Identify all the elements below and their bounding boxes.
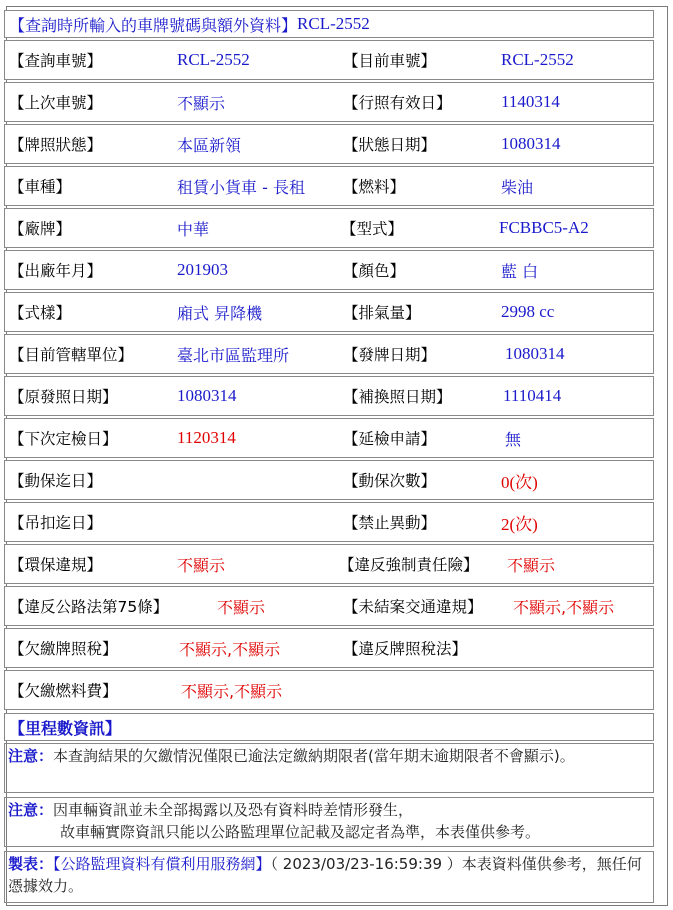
data-row <box>4 292 654 332</box>
field-value: 1080314 <box>505 344 565 363</box>
field-value: 1080314 <box>177 386 237 405</box>
field-label: 【廠牌】 <box>9 220 72 238</box>
field-value: RCL-2552 <box>177 50 250 69</box>
field-value: 臺北市區監理所 <box>177 345 290 365</box>
data-row <box>4 82 654 122</box>
data-row <box>4 586 654 626</box>
header-title <box>9 11 370 37</box>
field-label: 【欠繳燃料費】 <box>9 682 118 700</box>
footer-label: 製表： <box>8 855 54 873</box>
field-value: 柴油 <box>501 177 534 197</box>
field-label: 【查詢車號】 <box>9 52 103 70</box>
field-value: 本區新領 <box>177 135 242 155</box>
note-line1: 因車輛資訊並未全部揭露以及恐有資料時差情形發生， <box>53 801 414 819</box>
data-row <box>4 670 654 710</box>
field-label: 【吊扣迄日】 <box>9 514 103 532</box>
field-label: 【狀態日期】 <box>343 136 437 154</box>
field-value: 租賃小貨車 - 長租 <box>177 177 305 197</box>
field-label: 【目前車號】 <box>343 52 437 70</box>
note-label: 注意： <box>8 801 54 819</box>
field-value: 不顯示 <box>177 93 226 113</box>
field-label: 【未結案交通違規】 <box>343 598 483 616</box>
data-row <box>4 124 654 164</box>
field-label: 【牌照狀態】 <box>9 136 103 154</box>
field-value: 無 <box>505 429 522 449</box>
field-value: 藍 白 <box>501 261 539 281</box>
field-value: 不顯示,不顯示 <box>179 639 281 659</box>
field-value: 不顯示 <box>217 597 266 617</box>
note-text: 本查詢結果的欠繳情況僅限已逾法定繳納期限者(當年期末逾期限者不會顯示)。 <box>53 747 575 765</box>
field-label: 【延檢申請】 <box>343 430 437 448</box>
field-value: 不顯示,不顯示 <box>513 597 615 617</box>
field-value: 0(次) <box>501 472 538 492</box>
field-label: 【違反公路法第75條】 <box>9 598 169 616</box>
footer-source: 【公路監理資料有償利用服務網】 <box>53 855 271 873</box>
field-label: 【顏色】 <box>343 262 406 280</box>
field-label: 【行照有效日】 <box>343 94 452 112</box>
note-disclaimer <box>4 797 654 847</box>
header-row <box>4 10 654 38</box>
field-value: 1110414 <box>503 386 562 405</box>
field-value: 1120314 <box>177 428 236 447</box>
field-label: 【原發照日期】 <box>9 388 118 406</box>
data-row <box>4 544 654 584</box>
field-value: 不顯示 <box>177 555 226 575</box>
field-label: 【違反強制責任險】 <box>339 556 479 574</box>
header-title-text: 【查詢時所輸入的車牌號碼與額外資料】 <box>9 15 298 35</box>
data-row <box>4 208 654 248</box>
field-label: 【型式】 <box>341 220 404 238</box>
field-value: 2998 cc <box>501 302 555 321</box>
data-row <box>4 418 654 458</box>
field-value: 廂式 昇降機 <box>177 303 263 323</box>
field-label: 【補換照日期】 <box>343 388 452 406</box>
data-row <box>4 502 654 542</box>
field-value: 201903 <box>177 260 228 279</box>
field-label: 【欠繳牌照稅】 <box>9 640 118 658</box>
field-label: 【動保次數】 <box>343 472 437 490</box>
field-value: RCL-2552 <box>501 50 574 69</box>
field-value: FCBBC5-A2 <box>499 218 589 237</box>
data-row <box>4 376 654 416</box>
mileage-title: 【里程數資訊】 <box>9 718 122 738</box>
note-label: 注意： <box>8 747 54 765</box>
field-value: 2(次) <box>501 514 538 534</box>
data-row <box>4 628 654 668</box>
data-row <box>4 460 654 500</box>
field-label: 【排氣量】 <box>343 304 421 322</box>
field-label: 【下次定檢日】 <box>9 430 118 448</box>
field-label: 【發牌日期】 <box>343 346 437 364</box>
field-value: 不顯示 <box>507 555 556 575</box>
data-row <box>4 334 654 374</box>
header-plate: RCL-2552 <box>297 14 370 33</box>
field-label: 【動保迄日】 <box>9 472 103 490</box>
footer-text: （ 2023/03/23-16:59:39 ）本表資料僅供參考，無任何憑據效力。 <box>8 855 642 895</box>
field-value: 1140314 <box>501 92 560 111</box>
note-line2: 故車輛實際資訊只能以公路監理單位記載及認定者為準，本表僅供參考。 <box>60 823 541 841</box>
footer-note <box>4 851 654 903</box>
field-label: 【環保違規】 <box>9 556 103 574</box>
data-row <box>4 250 654 290</box>
field-value: 1080314 <box>501 134 561 153</box>
field-label: 【車種】 <box>9 178 72 196</box>
data-row <box>4 166 654 206</box>
data-row <box>4 40 654 80</box>
field-label: 【目前管轄單位】 <box>9 346 134 364</box>
field-label: 【式樣】 <box>9 304 72 322</box>
field-value: 不顯示,不顯示 <box>181 681 283 701</box>
field-label: 【出廠年月】 <box>9 262 103 280</box>
note-unpaid <box>4 743 654 793</box>
field-label: 【違反牌照稅法】 <box>343 640 468 658</box>
field-label: 【燃料】 <box>343 178 406 196</box>
field-value: 中華 <box>177 219 210 239</box>
mileage-row <box>4 713 654 741</box>
field-label: 【禁止異動】 <box>343 514 437 532</box>
field-label: 【上次車號】 <box>9 94 103 112</box>
